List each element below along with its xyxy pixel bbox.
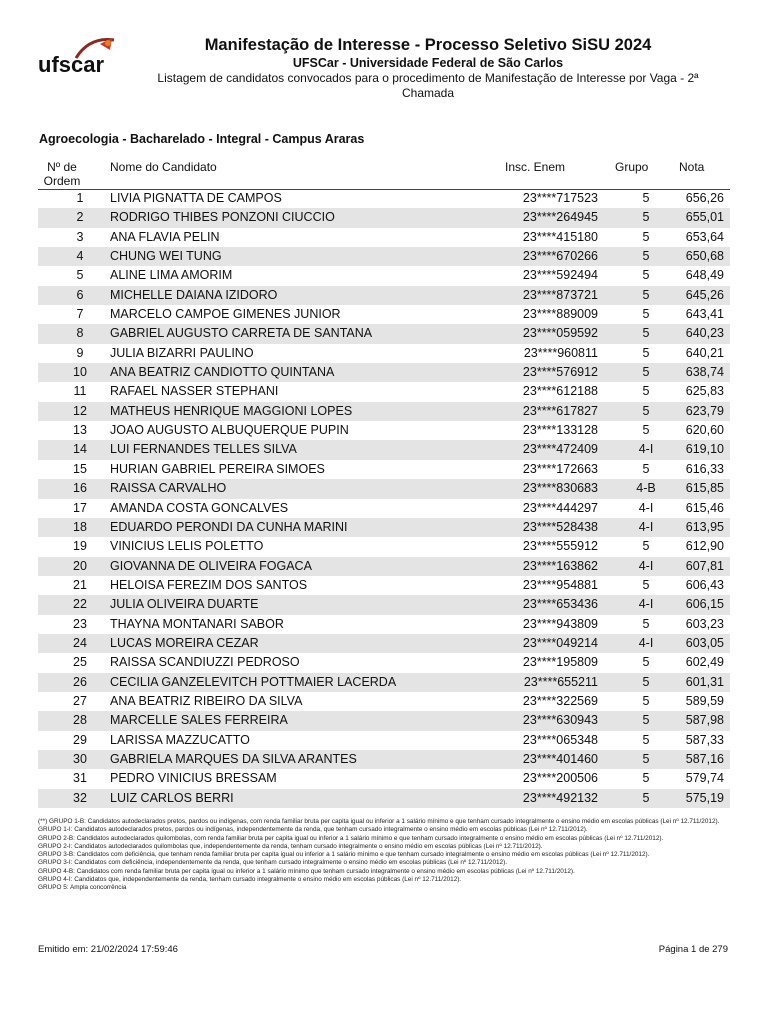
table-row <box>38 344 730 363</box>
cell-ordem: 22 <box>73 597 87 612</box>
cell-insc: 23****264945 <box>522 210 598 225</box>
cell-grupo: 5 <box>642 210 650 225</box>
table-row <box>38 673 730 692</box>
cell-nota: 601,31 <box>685 674 724 689</box>
table-row <box>38 363 730 382</box>
cell-insc: 23****415180 <box>522 229 598 244</box>
header-nome: Nome do Candidato <box>110 160 217 174</box>
group-legend <box>38 818 730 893</box>
cell-insc: 23****401460 <box>522 751 598 766</box>
logo-text: ufscar <box>38 52 105 77</box>
cell-ordem: 4 <box>76 249 84 264</box>
cell-nome: RAISSA CARVALHO <box>110 481 227 496</box>
table-row <box>38 228 730 247</box>
cell-grupo: 5 <box>642 616 650 631</box>
cell-grupo: 5 <box>642 384 650 399</box>
cell-insc: 23****889009 <box>522 307 598 322</box>
cell-ordem: 1 <box>76 191 84 205</box>
cell-ordem: 15 <box>73 461 87 476</box>
cell-nota: 643,41 <box>685 307 724 322</box>
cell-grupo: 5 <box>642 345 650 360</box>
cell-grupo: 5 <box>642 287 650 302</box>
cell-nome: JOAO AUGUSTO ALBUQUERQUE PUPIN <box>110 423 349 438</box>
cell-nome: RODRIGO THIBES PONZONI CIUCCIO <box>110 210 335 225</box>
table-row <box>38 731 730 750</box>
cell-nota: 612,90 <box>685 539 724 554</box>
table-row <box>38 421 730 440</box>
cell-insc: 23****555912 <box>522 539 598 554</box>
cell-nome: RAISSA SCANDIUZZI PEDROSO <box>110 655 300 670</box>
cell-nome: LUCAS MOREIRA CEZAR <box>110 635 259 650</box>
cell-nome: MARCELO CAMPOE GIMENES JUNIOR <box>110 307 341 322</box>
table-row <box>38 402 730 421</box>
cell-grupo: 5 <box>642 423 650 438</box>
legend-note: GRUPO 5: Ampla concorrência <box>38 884 127 892</box>
cell-nota: 603,05 <box>685 635 724 650</box>
cell-grupo: 5 <box>642 713 650 728</box>
table-row <box>38 634 730 653</box>
cell-nome: MICHELLE DAIANA IZIDORO <box>110 287 278 302</box>
table-row <box>38 247 730 266</box>
cell-ordem: 29 <box>73 732 87 747</box>
cell-nome: LUI FERNANDES TELLES SILVA <box>110 442 297 457</box>
cell-grupo: 5 <box>642 403 650 418</box>
table-row <box>38 711 730 730</box>
cell-insc: 23****960811 <box>523 345 598 360</box>
page-title: Manifestação de Interesse - Processo Seletivo SiSU 2024 <box>204 36 652 54</box>
cell-nome: GIOVANNA DE OLIVEIRA FOGACA <box>110 558 312 573</box>
cell-nome: MATHEUS HENRIQUE MAGGIONI LOPES <box>110 403 353 418</box>
cell-ordem: 8 <box>76 326 84 341</box>
cell-ordem: 26 <box>73 674 87 689</box>
cell-ordem: 10 <box>73 365 87 380</box>
table-row <box>38 769 730 788</box>
candidate-table <box>38 189 730 808</box>
table-row <box>38 305 730 324</box>
cell-ordem: 32 <box>73 790 87 805</box>
cell-ordem: 2 <box>76 210 84 225</box>
cell-insc: 23****670266 <box>522 249 598 264</box>
table-row <box>38 499 730 518</box>
cell-nota: 575,19 <box>685 790 724 805</box>
cell-insc: 23****172663 <box>522 461 598 476</box>
cell-nota: 606,15 <box>685 597 724 612</box>
cell-insc: 23****492132 <box>522 790 598 805</box>
cell-nota: 656,26 <box>685 191 724 205</box>
cell-grupo: 4-I <box>638 519 654 534</box>
cell-grupo: 4-I <box>638 500 654 515</box>
cell-grupo: 5 <box>642 268 650 283</box>
table-row <box>38 440 730 459</box>
cell-grupo: 4-I <box>638 442 654 457</box>
cell-ordem: 5 <box>76 268 84 283</box>
legend-note: GRUPO 3-B: Candidatos com deficiência, que tenham renda familiar bruta per capita igual ou inferior a 1 salário mínimo e que tenham cursado integralmente o ensino médio em escolas públicas (Lei nº 12.711/2012). <box>38 851 650 859</box>
cell-nome: ANA FLAVIA PELIN <box>110 229 220 244</box>
legend-note: GRUPO 3-I: Candidatos com deficiência, independentemente da renda, que tenham cursado integralmente o ensino médio em escolas públicas (Lei nº 12.711/2012). <box>38 859 508 867</box>
table-row <box>38 576 730 595</box>
cell-nota: 640,23 <box>685 326 724 341</box>
cell-insc: 23****163862 <box>522 558 598 573</box>
cell-grupo: 5 <box>642 326 650 341</box>
cell-ordem: 7 <box>76 307 84 322</box>
cell-insc: 23****444297 <box>522 500 598 515</box>
cell-nota: 640,21 <box>685 345 724 360</box>
cell-nota: 620,60 <box>685 423 724 438</box>
document-description <box>126 71 730 100</box>
university-name: UFSCar - Universidade Federal de São Carlos <box>292 56 564 70</box>
cell-grupo: 5 <box>642 365 650 380</box>
cell-grupo: 5 <box>642 307 650 322</box>
cell-insc: 23****943809 <box>522 616 598 631</box>
cell-nome: LARISSA MAZZUCATTO <box>110 732 250 747</box>
legend-note: GRUPO 2-B: Candidatos autodeclarados quilombolas, com renda familiar bruta per capita igual ou inferior a 1 salário mínimo e que tenham cursado integralmente o ensino médio em escolas públicas (Lei nº 12.711/2012). <box>38 834 664 842</box>
cell-nome: JULIA OLIVEIRA DUARTE <box>110 597 259 612</box>
cell-nota: 650,68 <box>685 249 724 264</box>
cell-grupo: 5 <box>642 249 650 264</box>
emission-date: Emitido em: 21/02/2024 17:59:46 <box>38 944 178 955</box>
table-row <box>38 750 730 769</box>
cell-nome: MARCELLE SALES FERREIRA <box>110 713 288 728</box>
legend-note: GRUPO 2-I: Candidatos autodeclarados quilombolas que, independentemente da renda, tenham cursado integralmente o ensino médio em escolas públicas (Lei nº 12.711/2012). <box>38 842 543 850</box>
header-nota: Nota <box>679 160 705 174</box>
cell-ordem: 14 <box>73 442 87 457</box>
cell-nota: 653,64 <box>685 229 724 244</box>
cell-nome: EDUARDO PERONDI DA CUNHA MARINI <box>110 519 348 534</box>
cell-grupo: 5 <box>642 655 650 670</box>
table-row <box>38 286 730 305</box>
cell-nota: 606,43 <box>685 577 724 592</box>
cell-nota: 589,59 <box>685 693 724 708</box>
table-row <box>38 479 730 498</box>
cell-ordem: 24 <box>73 635 87 650</box>
description-line-2: Chamada <box>401 85 455 100</box>
cell-ordem: 30 <box>73 751 87 766</box>
cell-insc: 23****472409 <box>522 442 598 457</box>
cell-grupo: 5 <box>642 539 650 554</box>
header-grupo: Grupo <box>615 160 649 174</box>
cell-insc: 23****830683 <box>522 481 598 496</box>
cell-nome: HELOISA FEREZIM DOS SANTOS <box>110 577 308 592</box>
cell-ordem: 6 <box>76 287 84 302</box>
cell-nome: HURIAN GABRIEL PEREIRA SIMOES <box>110 461 325 476</box>
table-row <box>38 189 730 208</box>
cell-nome: RAFAEL NASSER STEPHANI <box>110 384 279 399</box>
legend-note: GRUPO 4-B: Candidatos com renda familiar bruta per capita igual ou inferior a 1 salário mínimo que tenham cursado integralmente o ensino médio em escolas públicas (Lei nº 12.711/2012). <box>38 867 575 875</box>
cell-nota: 579,74 <box>685 771 724 786</box>
cell-insc: 23****655211 <box>523 674 598 689</box>
cell-ordem: 19 <box>73 539 87 554</box>
cell-nome: LIVIA PIGNATTA DE CAMPOS <box>110 191 282 205</box>
cell-nome: THAYNA MONTANARI SABOR <box>110 616 284 631</box>
cell-nome: AMANDA COSTA GONCALVES <box>110 500 289 515</box>
cell-insc: 23****653436 <box>522 597 598 612</box>
cell-ordem: 12 <box>73 403 87 418</box>
cell-nome: GABRIEL AUGUSTO CARRETA DE SANTANA <box>110 326 373 341</box>
page-number: Página 1 de 279 <box>658 944 728 955</box>
cell-nota: 625,83 <box>685 384 724 399</box>
cell-nome: CHUNG WEI TUNG <box>110 249 222 264</box>
cell-insc: 23****065348 <box>522 732 598 747</box>
cell-nome: LUIZ CARLOS BERRI <box>110 790 234 805</box>
cell-grupo: 5 <box>642 751 650 766</box>
table-row <box>38 537 730 556</box>
cell-nota: 603,23 <box>685 616 724 631</box>
cell-grupo: 4-I <box>638 597 654 612</box>
cell-ordem: 27 <box>73 693 87 708</box>
table-row <box>38 615 730 634</box>
ufscar-logo <box>38 36 120 80</box>
cell-grupo: 4-I <box>638 558 654 573</box>
cell-ordem: 23 <box>73 616 87 631</box>
cell-grupo: 5 <box>642 229 650 244</box>
cell-grupo: 4-B <box>636 481 656 496</box>
table-row <box>38 324 730 343</box>
cell-insc: 23****322569 <box>522 693 598 708</box>
table-row <box>38 789 730 808</box>
cell-nome: ALINE LIMA AMORIM <box>110 268 233 283</box>
cell-insc: 23****195809 <box>522 655 598 670</box>
table-row <box>38 266 730 285</box>
cell-insc: 23****592494 <box>522 268 598 283</box>
cell-nome: ANA BEATRIZ CANDIOTTO QUINTANA <box>110 365 335 380</box>
table-row <box>38 518 730 537</box>
cell-ordem: 20 <box>73 558 87 573</box>
cell-nota: 602,49 <box>685 655 724 670</box>
cell-grupo: 5 <box>642 790 650 805</box>
cell-ordem: 3 <box>76 229 84 244</box>
cell-grupo: 5 <box>642 461 650 476</box>
header-insc: Insc. Enem <box>505 160 566 174</box>
table-header <box>38 159 730 190</box>
cell-nota: 615,85 <box>685 481 724 496</box>
cell-ordem: 25 <box>73 655 87 670</box>
cell-insc: 23****133128 <box>522 423 598 438</box>
cell-insc: 23****612188 <box>522 384 598 399</box>
cell-ordem: 18 <box>73 519 87 534</box>
cell-nome: CECILIA GANZELEVITCH POTTMAIER LACERDA <box>110 674 397 689</box>
cell-nota: 616,33 <box>685 461 724 476</box>
cell-grupo: 5 <box>642 577 650 592</box>
cell-ordem: 28 <box>73 713 87 728</box>
course-name: Agroecologia - Bacharelado - Integral - Campus Araras <box>39 132 365 146</box>
table-row <box>38 208 730 227</box>
cell-nota: 587,33 <box>685 732 724 747</box>
cell-nota: 619,10 <box>685 442 724 457</box>
cell-insc: 23****576912 <box>522 365 598 380</box>
cell-nome: PEDRO VINICIUS BRESSAM <box>110 771 277 786</box>
cell-nota: 638,74 <box>685 365 724 380</box>
description-line-1: Listagem de candidatos convocados para o procedimento de Manifestação de Interesse por Vaga - 2ª <box>157 71 699 85</box>
cell-ordem: 16 <box>73 481 87 496</box>
cell-insc: 23****200506 <box>522 771 598 786</box>
cell-insc: 23****630943 <box>522 713 598 728</box>
cell-nota: 587,98 <box>685 713 724 728</box>
cell-ordem: 13 <box>73 423 87 438</box>
cell-grupo: 5 <box>642 191 650 205</box>
cell-ordem: 11 <box>73 384 87 399</box>
legend-note: GRUPO 4-I: Candidatos que, independentemente da renda, tenham cursado integralmente o ensino médio em escolas públicas (Lei nº 12.711/2012). <box>38 876 462 884</box>
table-row <box>38 595 730 614</box>
cell-ordem: 31 <box>73 771 87 786</box>
cell-insc: 23****717523 <box>522 191 598 205</box>
cell-grupo: 5 <box>642 674 650 689</box>
cell-nota: 645,26 <box>685 287 724 302</box>
cell-nota: 648,49 <box>685 268 724 283</box>
cell-nota: 613,95 <box>685 519 724 534</box>
cell-nome: GABRIELA MARQUES DA SILVA ARANTES <box>110 751 357 766</box>
table-row <box>38 653 730 672</box>
cell-nota: 623,79 <box>685 403 724 418</box>
legend-note: (**) GRUPO 1-B: Candidatos autodeclarados pretos, pardos ou indígenas, com renda familiar bruta per capita igual ou inferior a 1 salário mínimo e que tenham cursado integralmente o ensino médio em escolas públicas (Lei nº 12.711/2012). <box>38 818 720 825</box>
cell-grupo: 5 <box>642 771 650 786</box>
cell-grupo: 5 <box>642 693 650 708</box>
cell-insc: 23****954881 <box>522 577 598 592</box>
cell-insc: 23****528438 <box>522 519 598 534</box>
cell-nota: 615,46 <box>685 500 724 515</box>
cell-nome: ANA BEATRIZ RIBEIRO DA SILVA <box>110 693 303 708</box>
table-row <box>38 460 730 479</box>
header-ordem: Nº de Ordem <box>43 160 81 188</box>
cell-ordem: 17 <box>73 500 87 515</box>
cell-grupo: 5 <box>642 732 650 747</box>
cell-ordem: 9 <box>76 345 84 360</box>
table-row <box>38 382 730 401</box>
cell-nota: 607,81 <box>685 558 724 573</box>
legend-note: GRUPO 1-I: Candidatos autodeclarados pretos, pardos ou indígenas, independentemente da renda, que tenham cursado integralmente o ensino médio em escolas públicas (Lei nº 12.711/2012). <box>38 826 588 834</box>
cell-insc: 23****059592 <box>522 326 598 341</box>
cell-insc: 23****873721 <box>522 287 598 302</box>
cell-nota: 655,01 <box>685 210 724 225</box>
cell-nome: JULIA BIZARRI PAULINO <box>110 345 254 360</box>
table-row <box>38 557 730 576</box>
cell-ordem: 21 <box>73 577 87 592</box>
cell-insc: 23****049214 <box>522 635 598 650</box>
table-row <box>38 692 730 711</box>
cell-grupo: 4-I <box>638 635 654 650</box>
cell-nome: VINICIUS LELIS POLETTO <box>110 539 264 554</box>
cell-insc: 23****617827 <box>522 403 598 418</box>
cell-nota: 587,16 <box>685 751 724 766</box>
